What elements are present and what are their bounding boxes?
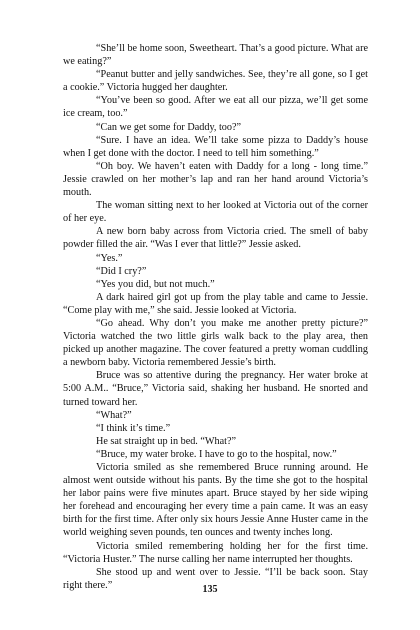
paragraph: “She’ll be home soon, Sweetheart. That’s a good picture. What are we eating?” [63, 43, 368, 68]
paragraph: He sat straight up in bed. “What?” [96, 435, 237, 447]
paragraph: A dark haired girl got up from the play table and came to Jessie. “Come play with me,” she said. Jessie looked at Victoria. [63, 291, 368, 316]
paragraph: A new born baby across from Victoria cried. The smell of baby powder filled the air. “Was I ever that little?” Jessie asked. [63, 226, 368, 251]
paragraph: “I think it’s time.” [96, 422, 171, 434]
page-number: 135 [202, 584, 218, 595]
paragraph: She stood up and went over to Jessie. “I’ll be back soon. Stay right there.” [63, 566, 368, 591]
paragraph: “Yes.” [96, 252, 123, 264]
paragraph: The woman sitting next to her looked at Victoria out of the corner of her eye. [63, 200, 368, 225]
paragraph: “Sure. I have an idea. We’ll take some pizza to Daddy’s house when I get done with the doctor. I need to tell him something.” [63, 134, 368, 159]
paragraph: Victoria smiled as she remembered Bruce running around. He almost went outside without his pants. By the time she got to the hospital her labor pains were five minutes apart. Bruce stayed by her side wiping her forehead and encouraging her every time a pain came. It was an easy birth for the first time. After only six hours Jessie Anne Huster came in the world weighing seven pounds, ten ounces and twenty inches long. [63, 462, 368, 539]
paragraph: Bruce was so attentive during the pregnancy. Her water broke at 5:00 A.M.. “Bruce,” Victoria said, shaking her husband. He snorted and turned toward her. [63, 370, 368, 408]
paragraph: Victoria smiled remembering holding her for the first time. “Victoria Huster.” The nurse calling her name interrupted her thoughts. [63, 540, 368, 565]
paragraph: “Go ahead. Why don’t you make me another pretty picture?” Victoria watched the two little girls walk back to the play area, then picked up another magazine. The cover featured a pretty woman cuddling a newborn baby. Victoria remembered Jessie’s birth. [63, 317, 368, 369]
paragraph: “Did I cry?” [96, 265, 147, 277]
paragraph: “Bruce, my water broke. I have to go to the hospital, now.” [96, 448, 337, 460]
paragraph: “Oh boy. We haven’t eaten with Daddy for a long - long time.” Jessie crawled on her mother’s lap and ran her hand around Victoria’s mouth. [63, 160, 368, 199]
paragraph: “Yes you did, but not much.” [96, 278, 215, 290]
paragraph: “Can we get some for Daddy, too?” [96, 121, 242, 133]
paragraph: “You’ve been so good. After we eat all our pizza, we’ll get some ice cream, too.” [63, 95, 368, 120]
body-text [63, 42, 368, 592]
paragraph: “What?” [96, 409, 132, 421]
paragraph: “Peanut butter and jelly sandwiches. See, they’re all gone, so I get a cookie.” Victoria hugged her daughter. [63, 69, 368, 94]
